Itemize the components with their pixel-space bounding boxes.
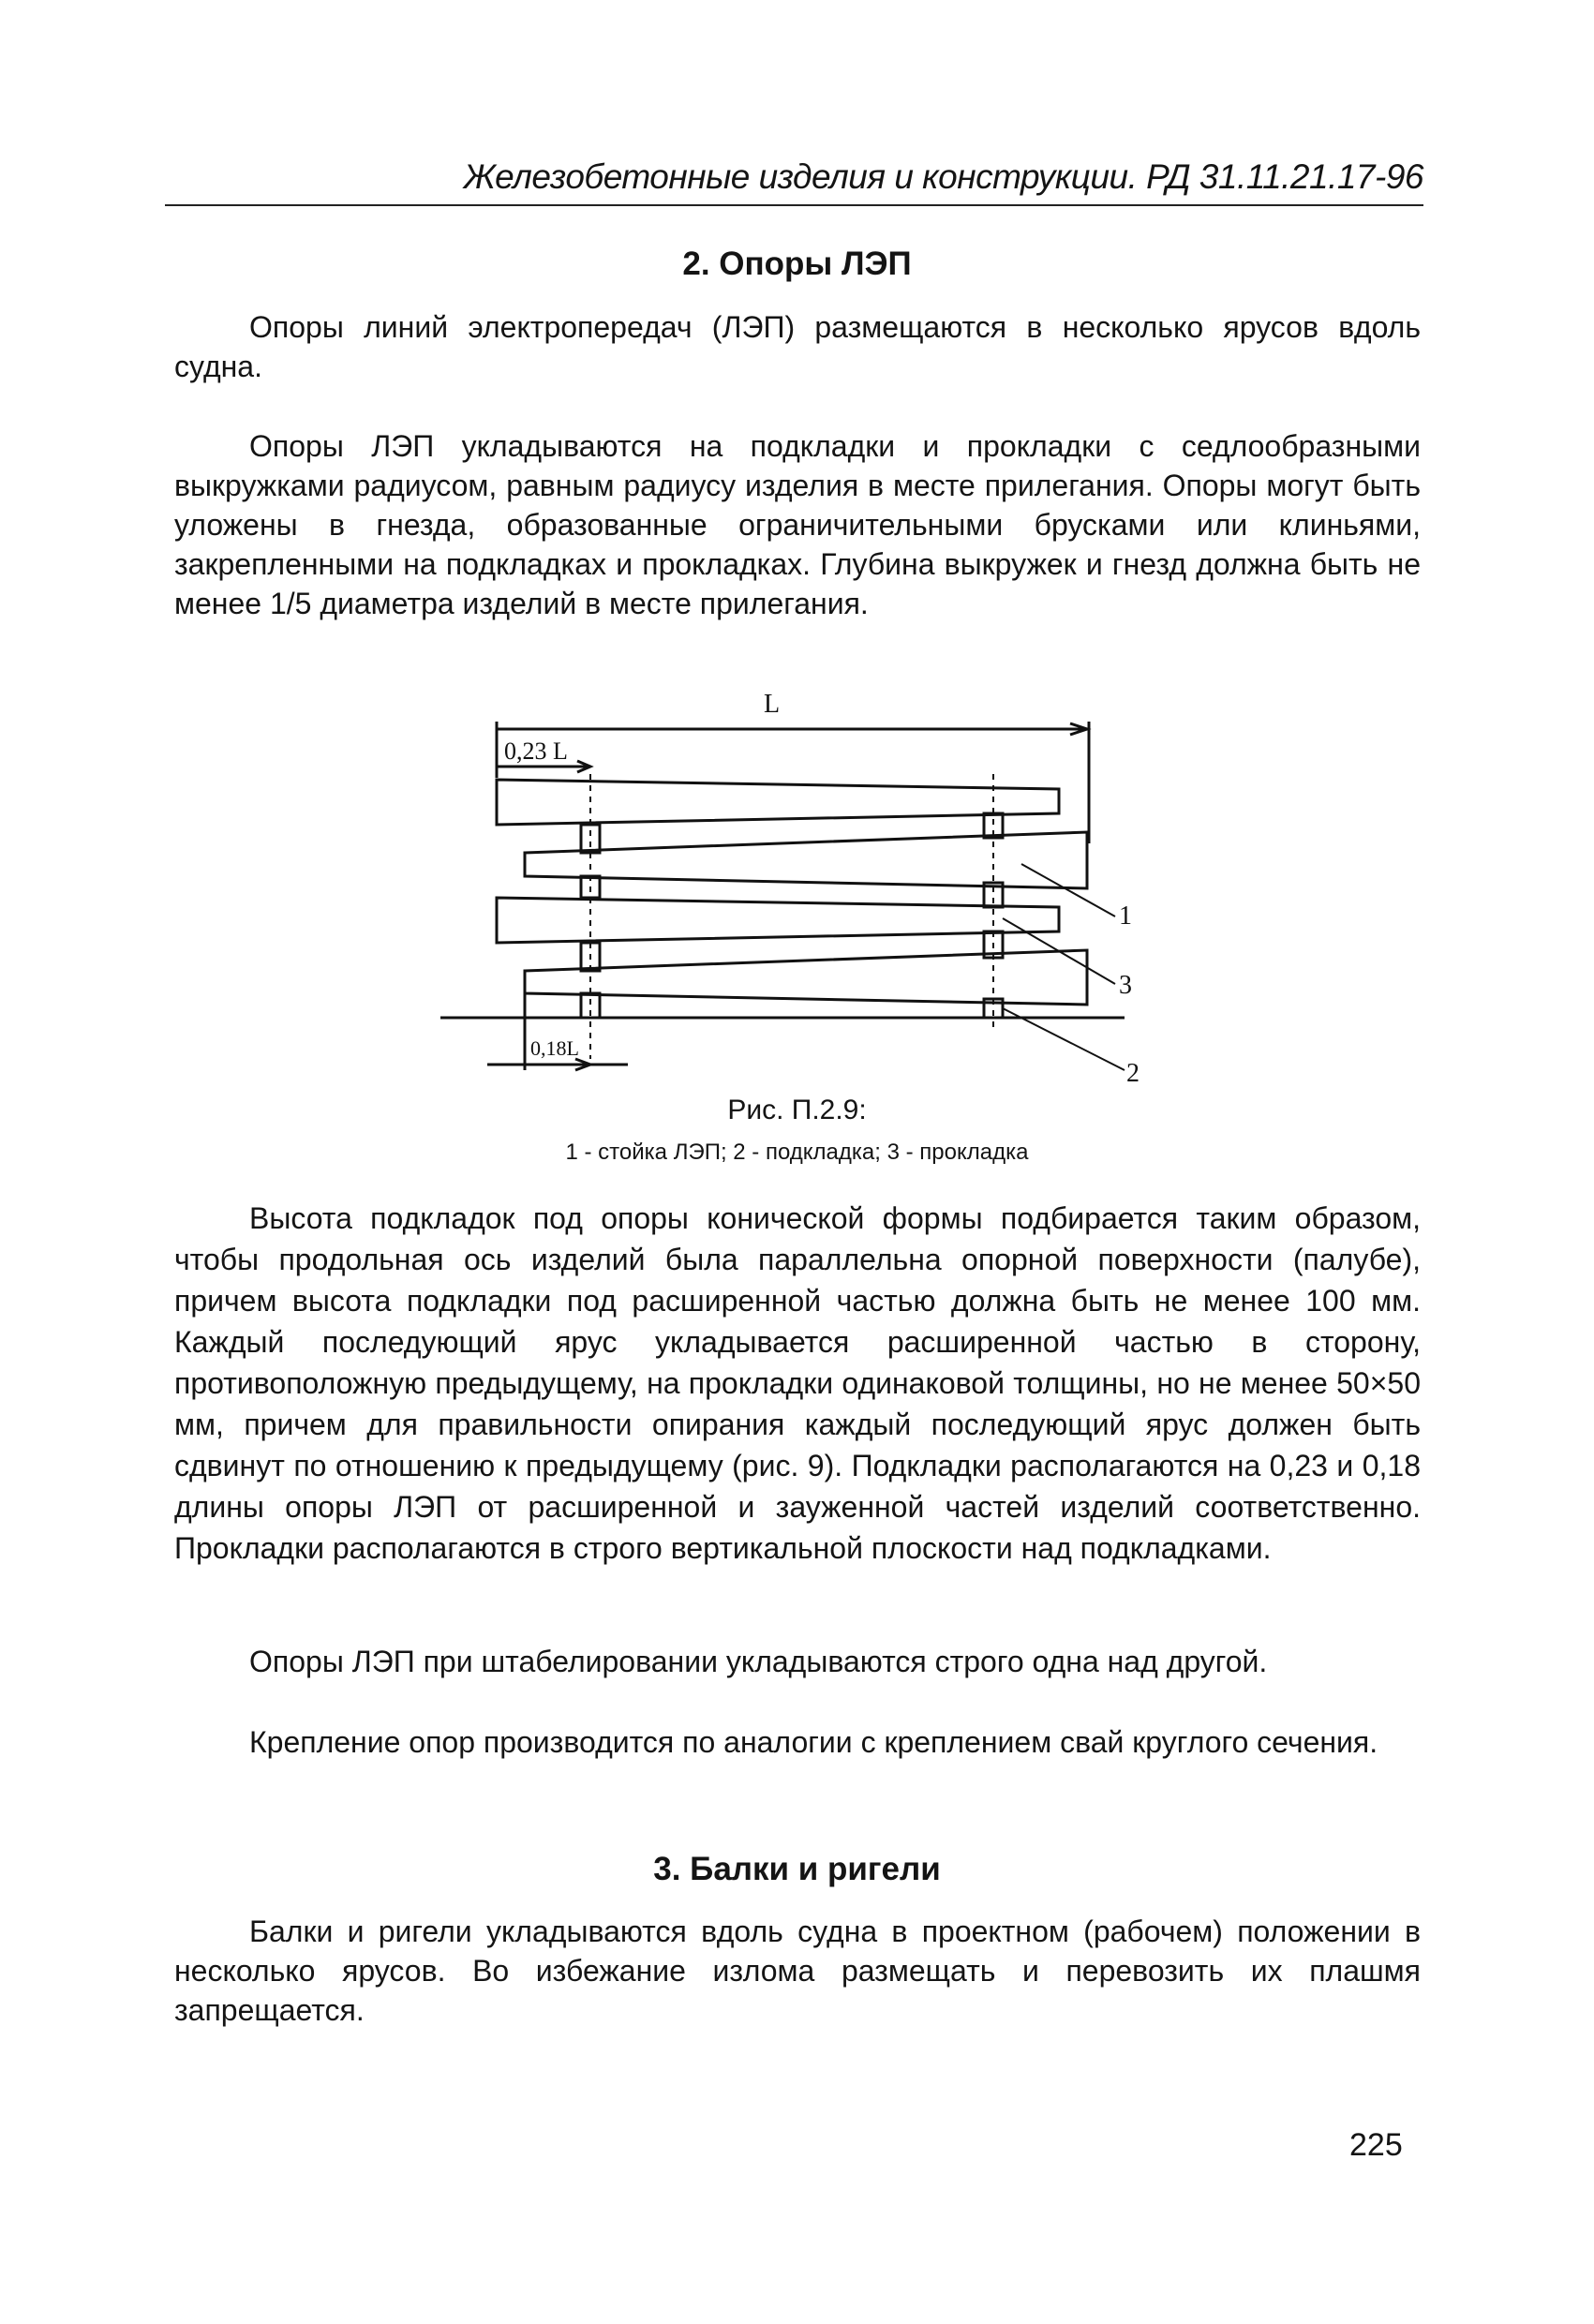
- pole-tier-2: [525, 832, 1087, 888]
- paragraph-height-of-bearers: Высота подкладок под опоры конической формы подбирается таким образом, чтобы продольная ось изделий была параллельна опорной поверхности (палубе), причем высота подкладки под расширенной частью должна быть не менее 100 мм. Каждый последующий ярус укладывается расширенной частью в сторону, противоположную предыдущему, на прокладки одинаковой толщины, но не менее 50×50 мм, причем для правильности опирания каждый последующий ярус должен быть сдвинут по отношению к предыдущему (рис. 9). Подкладки располагаются на 0,23 и 0,18 длины опоры ЛЭП от расширенной и зауженной частей изделий соответственно. Прокладки располагаются в строго вертикальной плоскости над подкладками.: [174, 1201, 1421, 1565]
- running-header: Железобетонные изделия и конструкции. РД 31.11.21.17-96: [463, 157, 1423, 196]
- paragraph-supports-intro: Опоры линий электропередач (ЛЭП) размещаются в несколько ярусов вдоль судна.: [174, 310, 1421, 383]
- section-title-beams: 3. Балки и ригели: [653, 1851, 941, 1887]
- spacer-left-1: [581, 825, 600, 853]
- label-L: L: [764, 690, 781, 719]
- page-number: 225: [1349, 2127, 1403, 2163]
- pole-tier-1: [497, 780, 1059, 825]
- label-023L: 0,23 L: [504, 737, 568, 765]
- label-018L: 0,18L: [530, 1036, 579, 1060]
- leader-1: [1021, 864, 1115, 916]
- figure-caption-title: Рис. П.2.9:: [727, 1095, 867, 1125]
- paragraph-supports-stowing: Опоры ЛЭП укладываются на подкладки и прокладки с седлообразными выкружками радиусом, равным радиусу изделия в месте прилегания. Опоры могут быть уложены в гнезда, образованные ограничительными брусками или клиньями, закрепленными на подкладках и прокладках. Глубина выкружек и гнезд должна быть не менее 1/5 диаметра изделий в месте прилегания.: [174, 429, 1421, 620]
- stacking-diagram: [440, 684, 1153, 1096]
- paragraph-securing: Крепление опор производится по аналогии с креплением свай круглого сечения.: [249, 1725, 1378, 1759]
- callout-2: 2: [1126, 1059, 1140, 1088]
- callout-3: 3: [1119, 971, 1132, 1000]
- figure-caption-legend: 1 - стойка ЛЭП; 2 - подкладка; 3 - прокладка: [565, 1140, 1029, 1165]
- paragraph-beams: Балки и ригели укладываются вдоль судна в проектном (рабочем) положении в несколько ярусов. Во избежание излома размещать и перевозить их плашмя запрещается.: [174, 1914, 1421, 2027]
- header-rule: [165, 204, 1423, 206]
- callout-1: 1: [1119, 901, 1132, 931]
- pole-tier-3: [497, 898, 1059, 943]
- paragraph-stacking-order: Опоры ЛЭП при штабелировании укладываются строго одна над другой.: [249, 1645, 1268, 1678]
- section-title-supports: 2. Опоры ЛЭП: [682, 246, 912, 282]
